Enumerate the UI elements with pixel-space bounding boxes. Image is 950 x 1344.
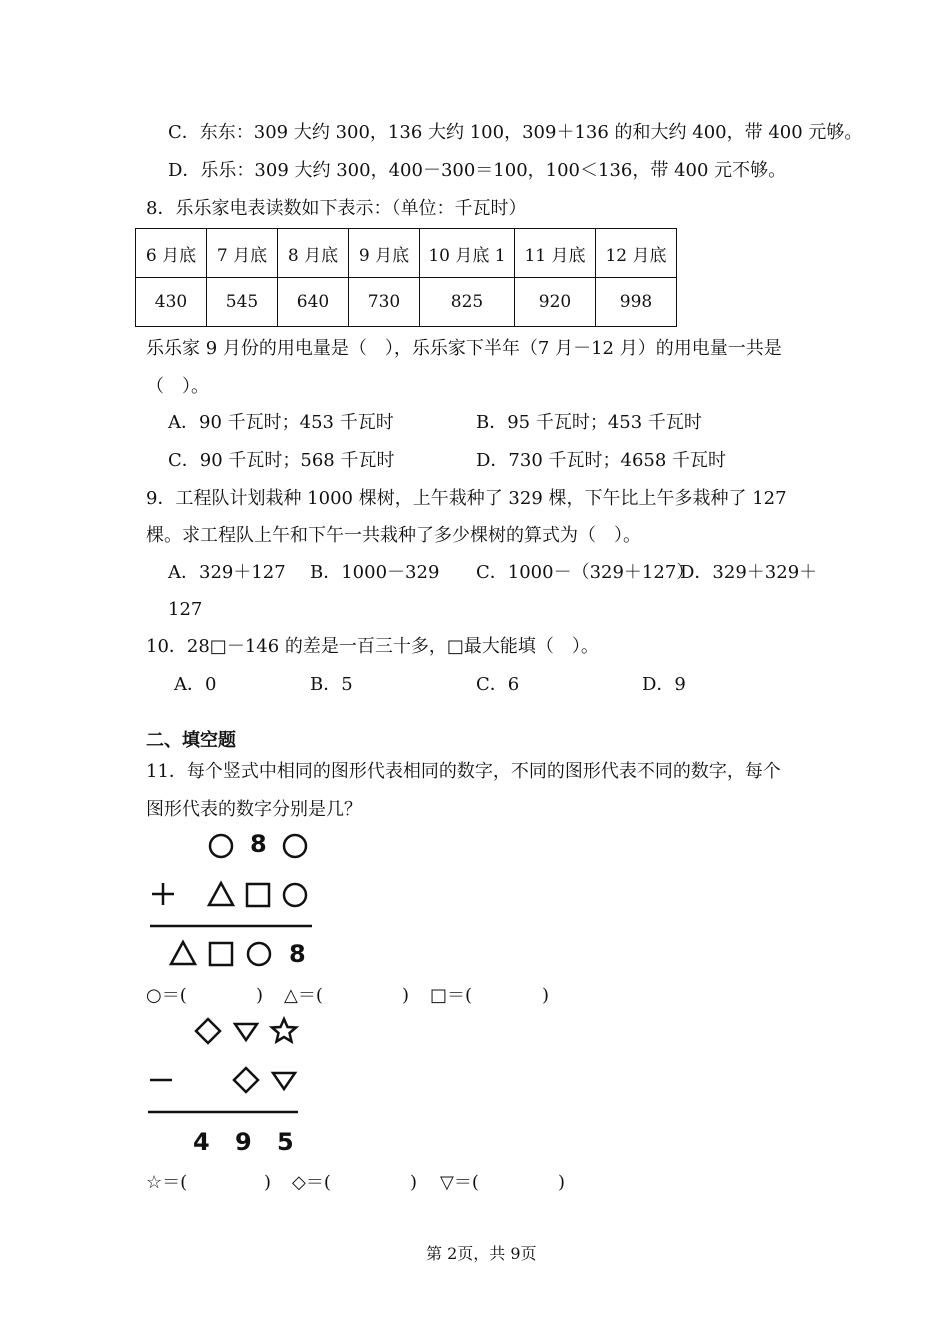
section-title: 二、填空题 — [146, 730, 236, 751]
table-cell: 825 — [420, 278, 515, 327]
q11-stem-line2: 图形代表的数字分别是几？ — [146, 799, 362, 820]
table-header-cell: 9 月底 — [349, 229, 420, 278]
table-cell: 640 — [278, 278, 349, 327]
q9-option-d: D．329＋329＋ — [680, 562, 818, 583]
star-shape — [272, 1019, 296, 1042]
table-header-cell: 6 月底 — [136, 229, 207, 278]
q8-question-line2: （ ）。 — [146, 376, 209, 397]
q8-option-c: C．90 千瓦时；568 千瓦时 — [168, 450, 395, 471]
table-cell: 545 — [207, 278, 278, 327]
q10-option-d: D．9 — [642, 674, 686, 695]
table-header-cell: 8 月底 — [278, 229, 349, 278]
table-header-row — [136, 229, 677, 278]
answer-square-close: ) — [542, 985, 550, 1006]
q9-option-b: B．1000－329 — [310, 562, 440, 583]
q8-question-line1: 乐乐家 9 月份的用电量是（ ），乐乐家下半年（7 月－12 月）的用电量一共是 — [146, 338, 782, 359]
answer-diamond-close: ) — [410, 1172, 418, 1193]
q9-option-d-continued: 127 — [168, 599, 203, 620]
answer-star-close: ) — [264, 1172, 272, 1193]
addition-digit-bottom: 8 — [289, 940, 306, 968]
q8-stem: 8．乐乐家电表读数如下表示：（单位：千瓦时） — [146, 198, 527, 219]
meter-reading-table — [135, 228, 677, 327]
table-cell: 920 — [515, 278, 596, 327]
q7-option-d: D．乐乐：309 大约 300，400－300＝100，100＜136，带 400 元不够。 — [168, 160, 787, 181]
square-shape — [247, 884, 269, 906]
addition-digit-top: 8 — [250, 830, 267, 858]
answer-circle: ○＝( — [146, 985, 187, 1006]
answer-down-triangle: ▽＝( — [440, 1172, 479, 1193]
answer-square: □＝( — [430, 985, 473, 1006]
q10-stem: 10．28□－146 的差是一百三十多，□最大能填（ ）。 — [146, 636, 599, 657]
table-header-cell: 11 月底 — [515, 229, 596, 278]
circle-shape — [284, 884, 306, 906]
q8-option-b: B．95 千瓦时；453 千瓦时 — [476, 412, 702, 433]
answer-diamond: ◇＝( — [292, 1172, 331, 1193]
addition-puzzle — [140, 828, 330, 978]
q9-stem-line2: 棵。求工程队上午和下午一共栽种了多少棵树的算式为（ ）。 — [146, 525, 641, 546]
table-cell: 998 — [596, 278, 677, 327]
table-header-cell: 10 月底 1 — [420, 229, 515, 278]
triangle-shape — [171, 942, 195, 964]
subtraction-result-digit: 9 — [235, 1128, 252, 1156]
table-row — [136, 278, 677, 327]
q7-option-c: C．东东：309 大约 300，136 大约 100，309＋136 的和大约 400，带 400 元够。 — [168, 122, 863, 143]
table-header-cell: 7 月底 — [207, 229, 278, 278]
table-cell: 430 — [136, 278, 207, 327]
diamond-shape — [234, 1068, 258, 1092]
diamond-shape — [196, 1019, 220, 1043]
down-triangle-shape — [235, 1024, 257, 1040]
answer-star: ☆＝( — [146, 1172, 188, 1193]
answer-triangle: △＝( — [284, 985, 323, 1006]
subtraction-puzzle — [140, 1012, 330, 1162]
circle-shape — [210, 835, 232, 857]
triangle-shape — [209, 883, 233, 905]
circle-shape — [284, 835, 306, 857]
q9-option-c: C．1000－（329＋127） — [476, 562, 695, 583]
circle-shape — [248, 943, 270, 965]
table-cell: 730 — [349, 278, 420, 327]
answer-triangle-close: ) — [402, 985, 410, 1006]
q10-option-a: A．0 — [174, 674, 217, 695]
square-shape — [210, 943, 232, 965]
subtraction-result-digit: 4 — [193, 1128, 210, 1156]
q9-stem-line1: 9．工程队计划栽种 1000 棵树，上午栽种了 329 棵，下午比上午多栽种了 127 — [146, 488, 787, 509]
table-header-cell: 12 月底 — [596, 229, 677, 278]
q8-option-d: D．730 千瓦时；4658 千瓦时 — [476, 450, 727, 471]
answer-down-triangle-close: ) — [558, 1172, 566, 1193]
q10-option-c: C．6 — [476, 674, 520, 695]
q8-option-a: A．90 千瓦时；453 千瓦时 — [168, 412, 394, 433]
q10-option-b: B．5 — [310, 674, 353, 695]
subtraction-result-digit: 5 — [277, 1128, 294, 1156]
page-number: 第 2页，共 9页 — [426, 1244, 537, 1263]
answer-circle-close: ) — [256, 985, 264, 1006]
q9-option-a: A．329＋127 — [168, 562, 286, 583]
q11-stem-line1: 11．每个竖式中相同的图形代表相同的数字，不同的图形代表不同的数字，每个 — [146, 761, 781, 782]
down-triangle-shape — [273, 1073, 295, 1089]
